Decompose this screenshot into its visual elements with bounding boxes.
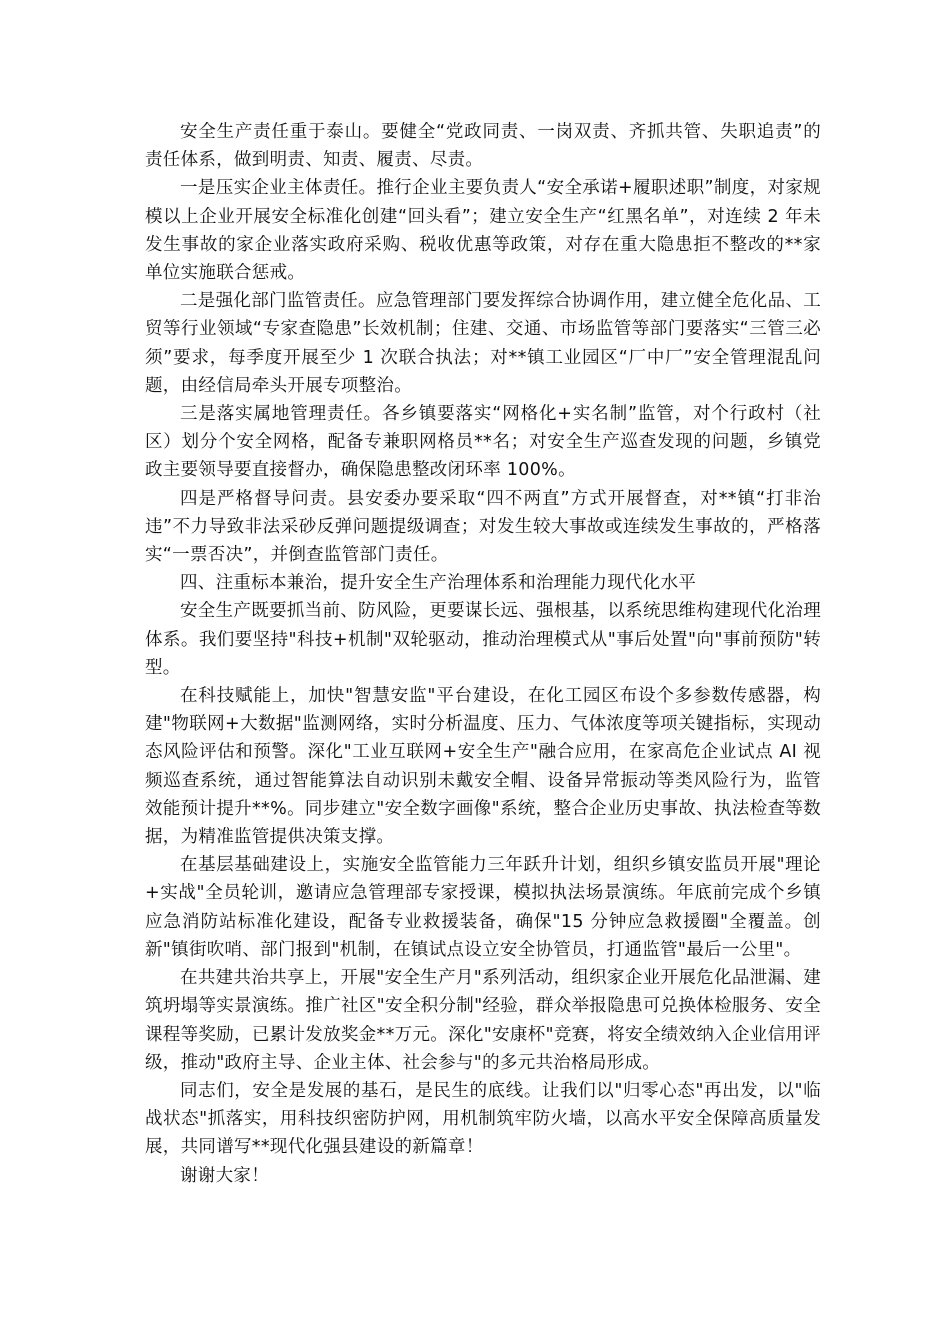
paragraph-co-governance: 在共建共治共享上，开展"安全生产月"系列活动，组织家企业开展危化品泄漏、建筑坍塌等实景演练。推广社区"安全积分制"经验，群众举报隐患可兑换体检服务、安全课程等奖励，已累计发放奖金**万元。深化"安康杯"竞赛，将安全绩效纳入企业信用评级，推动"政府主导、企业主体、社会参与"的多元共治格局形成。 xyxy=(145,968,821,1073)
paragraph-closing: 同志们，安全是发展的基石，是民生的底线。让我们以"归零心态"再出发，以"临战状态"抓落实，用科技织密防护网，用机制筑牢防火墙，以高水平安全保障高质量发展，共同谱写**现代化强县建设的新篇章！ xyxy=(145,1080,821,1158)
section-heading-four: 四、注重标本兼治，提升安全生产治理体系和治理能力现代化水平 xyxy=(180,573,697,594)
paragraph-grassroots-construction: 在基层基础建设上，实施安全监管能力三年跃升计划，组织乡镇安监员开展"理论+实战"全员轮训，邀请应急管理部专家授课，模拟执法场景演练。年底前完成个乡镇应急消防站标准化建设，配备专业救援装备，确保"15 分钟应急救援圈"全覆盖。创新"镇街吹哨、部门报到"机制，在镇试点设立安全协管员，打通监管"最后一公里"。 xyxy=(145,855,821,960)
paragraph-territorial-responsibility: 三是落实属地管理责任。各乡镇要落实“网格化+实名制”监管，对个行政村（社区）划分个安全网格，配备专兼职网格员**名；对安全生产巡查发现的问题，乡镇党政主要领导要直接督办，确保隐患整改闭环率 100%。 xyxy=(145,404,821,481)
paragraph-accountability: 四是严格督导问责。县安委办要采取“四不两直”方式开展督查，对**镇“打非治违”不力导致非法采砂反弹问题提级调查；对发生较大事故或连续发生事故的，严格落实“一票否决”，并倒查监管部门责任。 xyxy=(145,488,821,566)
paragraph-responsibility-system: 安全生产责任重于泰山。要健全“党政同责、一岗双责、齐抓共管、失职追责”的责任体系，做到明责、知责、履责、尽责。 xyxy=(145,122,821,171)
document-body xyxy=(145,118,821,1190)
paragraph-governance-modernization: 安全生产既要抓当前、防风险，更要谋长远、强根基，以系统思维构建现代化治理体系。我们要坚持"科技+机制"双轮驱动，推动治理模式从"事后处置"向"事前预防"转型。 xyxy=(145,601,821,678)
paragraph-enterprise-responsibility: 一是压实企业主体责任。推行企业主要负责人“安全承诺+履职述职”制度，对家规模以上企业开展安全标准化创建“回头看”；建立安全生产“红黑名单”，对连续 2 年未发生事故的家企业落实政府采购、税收优惠等政策，对存在重大隐患拒不整改的**家单位实施联合惩戒。 xyxy=(145,178,821,284)
paragraph-thanks: 谢谢大家！ xyxy=(180,1165,269,1186)
paragraph-technology-empowerment: 在科技赋能上，加快"智慧安监"平台建设，在化工园区布设个多参数传感器，构建"物联网+大数据"监测网络，实时分析温度、压力、气体浓度等项关键指标，实现动态风险评估和预警。深化"工业互联网+安全生产"融合应用，在家高危企业试点 AI 视频巡查系统，通过智能算法自动识别未戴安全帽、设备异常振动等类风险行为，监管效能预计提升**%。同步建立"安全数字画像"系统，整合企业历史事故、执法检查等数据，为精准监管提供决策支撑。 xyxy=(145,686,821,848)
paragraph-department-responsibility: 二是强化部门监管责任。应急管理部门要发挥综合协调作用，建立健全危化品、工贸等行业领域“专家查隐患”长效机制；住建、交通、市场监管等部门要落实“三管三必须”要求，每季度开展至少 1 次联合执法；对**镇工业园区“厂中厂”安全管理混乱问题，由经信局牵头开展专项整治。 xyxy=(145,291,821,396)
